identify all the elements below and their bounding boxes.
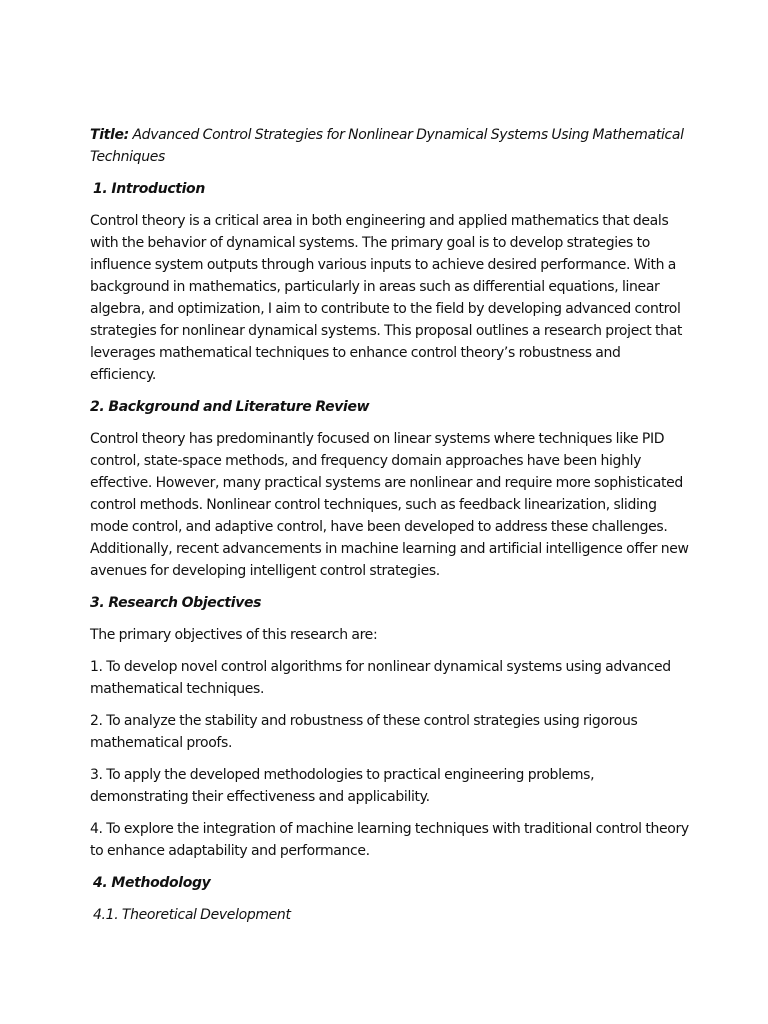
objective-item-3: 3. To apply the developed methodologies to practical engineering problems, demonstrating their effectiveness and applicability. <box>90 767 595 805</box>
document-title <box>90 124 690 168</box>
title-label: Title: <box>90 127 129 143</box>
paragraph-objectives-intro: The primary objectives of this research are: <box>90 627 378 643</box>
paragraph-background: Control theory has predominantly focused on linear systems where techniques like PID control, state-space methods, and frequency domain approaches have been highly effective. However, many practical systems are nonlinear and require more sophisticated control methods. Nonlinear control techniques, such as feedback linearization, sliding mode control, and adaptive control, have been developed to address these challenges. Additionally, recent advancements in machine learning and artificial intelligence offer new avenues for developing intelligent control strategies. <box>90 431 689 579</box>
section-heading-introduction: 1. Introduction <box>93 181 205 197</box>
objective-item-4: 4. To explore the integration of machine learning techniques with traditional control theory to enhance adaptability and performance. <box>90 821 689 859</box>
paragraph-introduction: Control theory is a critical area in both engineering and applied mathematics that deals with the behavior of dynamical systems. The primary goal is to develop strategies to influence system outputs through various inputs to achieve desired performance. With a background in mathematics, particularly in areas such as differential equations, linear algebra, and optimization, I aim to contribute to the field by developing advanced control strategies for nonlinear dynamical systems. This proposal outlines a research project that leverages mathematical techniques to enhance control theory’s robustness and efficiency. <box>90 213 683 383</box>
section-heading-background: 2. Background and Literature Review <box>90 399 370 415</box>
objective-item-2: 2. To analyze the stability and robustness of these control strategies using rigorous mathematical proofs. <box>90 713 638 751</box>
section-heading-objectives: 3. Research Objectives <box>90 595 262 611</box>
section-heading-methodology: 4. Methodology <box>93 875 211 891</box>
subsection-heading-theoretical-development: 4.1. Theoretical Development <box>93 907 291 923</box>
objective-item-1: 1. To develop novel control algorithms for nonlinear dynamical systems using advanced mathematical techniques. <box>90 659 671 697</box>
document-page <box>90 124 690 936</box>
title-text: Advanced Control Strategies for Nonlinear Dynamical Systems Using Mathematical Techniques <box>90 127 684 165</box>
